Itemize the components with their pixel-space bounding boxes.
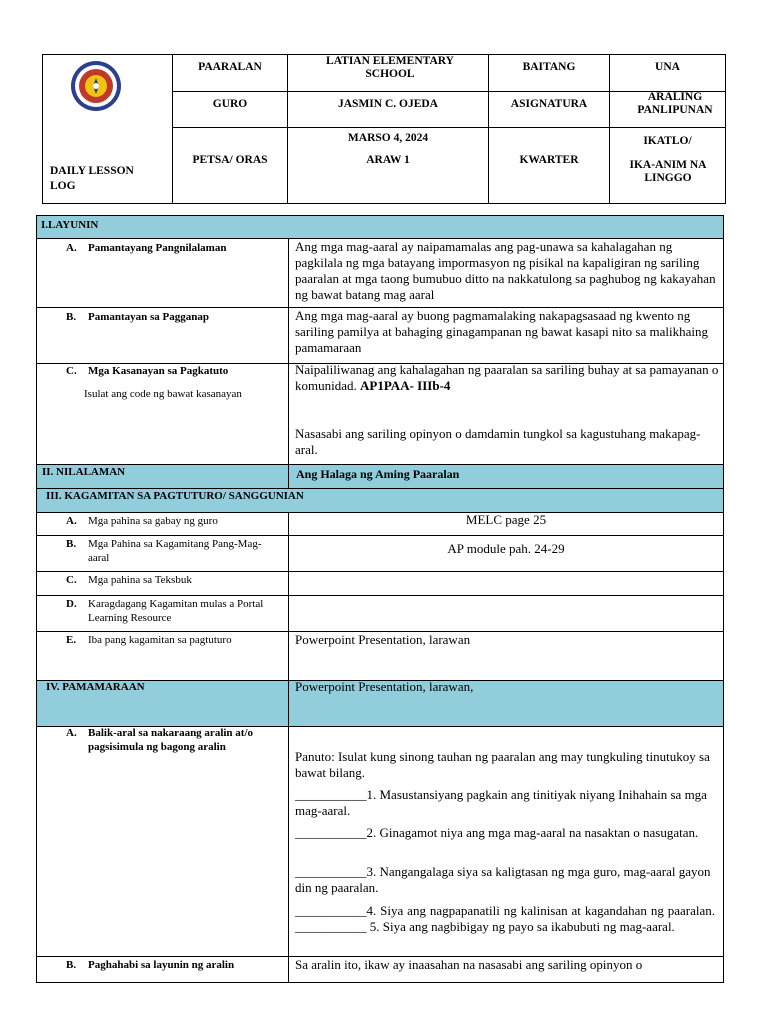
pamamaraan-b-text: Sa aralin ito, ikaw ay inaasahan na nasasabi ang sariling opinyon o [295,957,643,972]
label-kwarter: KWARTER [519,154,579,166]
pamamaraan-a-label: A. Balik-aral sa nakaraang aralin at/o pagsisimula ng bagong aralin [66,727,254,753]
kagamitan-a-value: MELC page 25 [465,512,547,527]
kagamitan-a-label: A. Mga pahina sa gabay ng guro [66,515,218,527]
nilalaman-heading: II. NILALAMAN [42,466,126,478]
value-kwarter-2: IKA-ANIM NA LINGGO [629,159,707,184]
label-petsa: PETSA/ ORAS [192,154,268,166]
layunin-heading: I.LAYUNIN [41,219,99,231]
kagamitan-d-label: D. Karagdagang Kagamitan mulas a Portal Learning Resource [66,598,264,624]
layunin-c-text2: Nasasabi ang sariling opinyon o damdamin tungkol sa kagustuhang makapag-aral. [295,426,701,457]
pamamaraan-b-label: B. Paghahabi sa layunin ng aralin [66,959,235,971]
layunin-c-sublabel: Isulat ang code ng bawat kasanayan [84,388,242,400]
value-guro: JASMIN C. OJEDA [338,98,438,110]
pamamaraan-a-item-2: ___________2. Ginagamot niya ang mga mag-aaral na nasaktan o nasugatan. [295,825,699,840]
label-asignatura: ASIGNATURA [510,98,588,110]
kagamitan-b-label: B. Mga Pahina sa Kagamitang Pang-Mag-aaral [66,538,262,564]
section-fill-layunin [37,216,723,238]
value-paaralan: LATIAN ELEMENTARY SCHOOL [326,55,454,80]
layunin-b-text: Ang mga mag-aaral ay buong pagmamalaking nakapagsasaad ng kwento ng sariling pamilya at bahaging ginagampanan ng bawat kasapi nito sa malikhaing pamamaraan [295,308,708,355]
pamamaraan-value: Powerpoint Presentation, larawan, [295,679,474,694]
dll-title: DAILY LESSON LOG [50,165,134,192]
pamamaraan-a-item-1: ___________1. Masustansiyang pagkain ang tinitiyak niyang Inihahain sa mga mag-aaral. [295,787,707,818]
layunin-c-text: Naipaliliwanag ang kahalagahan ng paaralan sa sariling buhay at sa pamayanan o komunidad. AP1PAA- IIIb-4 [295,362,719,393]
kagamitan-e-label: E. Iba pang kagamitan sa pagtuturo [66,634,232,646]
value-asignatura: ARALING PANLIPUNAN [637,91,713,116]
pamamaraan-a-item-4: ___________4. Siya ang nagpapanatili ng kalinisan at kagandahan ng paaralan. ___________ 5. Siya ang nagbibigay ng payo sa ikabubuti ng mag-aaral. [295,903,715,934]
kagamitan-b-value: AP module pah. 24-29 [447,541,565,556]
label-guro: GURO [212,98,248,110]
value-petsa-date: MARSO 4, 2024 [347,132,429,144]
kagamitan-c-label: C. Mga pahina sa Teksbuk [66,574,192,586]
nilalaman-value: Ang Halaga ng Aming Paaralan [296,467,460,481]
layunin-a-text: Ang mga mag-aaral ay naipamamalas ang pag-unawa sa kahalagahan ng pagkilala ng mga batayang impormasyon ng pisikal na kapaligiran ng sariling paaralan at mga taong bumubuo ditto na nakkatulong sa paghubog ng kakayahan ng bawat batang mag aaral [295,239,716,302]
layunin-b-label: B. Pamantayan sa Pagganap [66,311,210,323]
deped-seal-icon [70,60,122,112]
kagamitan-heading: III. KAGAMITAN SA PAGTUTURO/ SANGGUNIAN [46,490,304,502]
pamamaraan-a-item-3: ___________3. Nangangalaga siya sa kaligtasan ng mga guro, mag-aaral gayon din ng paaralan. [295,864,711,895]
value-petsa-araw: ARAW 1 [366,154,410,166]
layunin-c-code: AP1PAA- IIIb-4 [360,378,451,393]
label-baitang: BAITANG [522,61,576,73]
value-kwarter-1: IKATLO/ [643,135,692,147]
pamamaraan-a-instructions: Panuto: Isulat kung sinong tauhan ng paaralan ang may tungkuling tinutukoy sa bawat bilang. [295,749,710,780]
layunin-c-label: C. Mga Kasanayan sa Pagkatuto [66,365,229,377]
kagamitan-e-value: Powerpoint Presentation, larawan [295,632,471,647]
value-baitang: UNA [655,61,680,73]
label-paaralan: PAARALAN [198,61,262,73]
pamamaraan-heading: IV. PAMAMARAAN [46,681,145,693]
layunin-a-label: A. Pamantayang Pangnilalaman [66,242,227,254]
